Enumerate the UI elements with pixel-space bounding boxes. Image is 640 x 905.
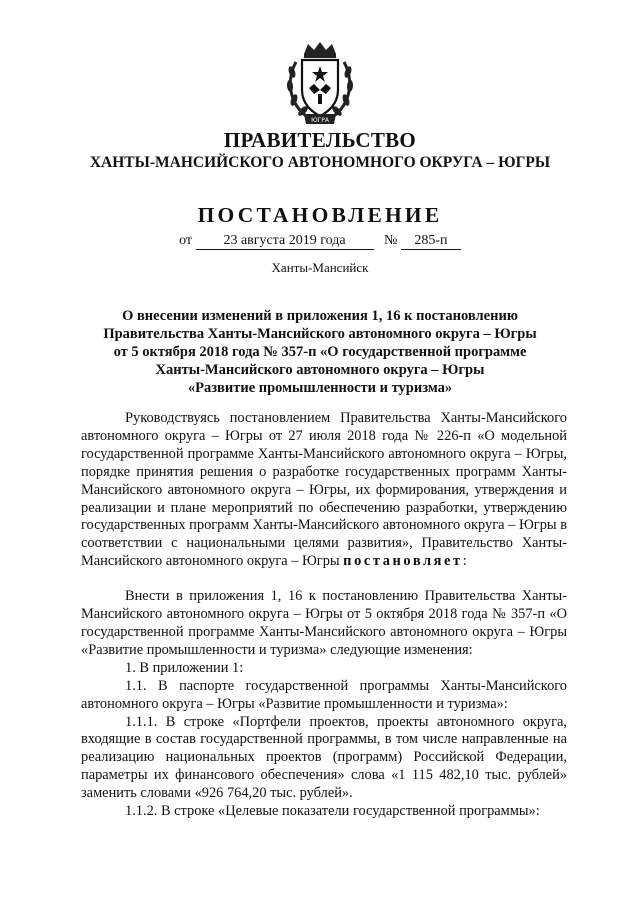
document-type: ПОСТАНОВЛЕНИЕ — [197, 203, 443, 227]
date-line — [0, 233, 640, 250]
date-prefix: от — [179, 233, 193, 248]
preamble-text: Руководствуясь постановлением Правительства Ханты-Мансийского автономного округа – Югры от 27 июля 2018 года № 226-п «О модельной государственной программе Ханты-Мансийского автономного округа – Югры, порядке принятия решения о разработке государственных программ Ханты-Мансийского автономного округа – Югры, их формирования, утверждения и реализации и плане мероприятий по обеспечению разработки, утверждению государственных программ Ханты-Мансийского автономного округа – Югры в соответствии с национальными целями развития», Правительство Ханты-Мансийского автономного округа – Югры — [81, 410, 567, 570]
document-heading — [80, 307, 560, 397]
heading-line: от 5 октября 2018 года № 357-п «О государственной программе — [113, 344, 527, 360]
region-title: ХАНТЫ-МАНСИЙСКОГО АВТОНОМНОГО ОКРУГА – ЮГРЫ — [89, 154, 551, 171]
paragraph: 1. В приложении 1: — [125, 659, 244, 676]
paragraph: 1.1.1. В строке «Портфели проектов, проекты автономного округа, входящие в состав государственной программы, в том числе направленные на реализацию национальных проектов (программ) Российской Федерации, параметры их финансового обеспечения» слова «1 115 482,10 тыс. рублей» заменить словами «926 764,20 тыс. рублей». — [81, 713, 567, 802]
coat-of-arms-icon — [282, 40, 358, 126]
heading-line: Правительства Ханты-Мансийского автономного округа – Югры — [103, 326, 537, 342]
document-number: 285-п — [401, 233, 461, 250]
svg-text:ЮГРА: ЮГРА — [311, 117, 329, 124]
heading-line: «Развитие промышленности и туризма» — [187, 380, 453, 396]
document-date: 23 августа 2019 года — [196, 233, 374, 250]
heading-line: О внесении изменений в приложения 1, 16 к постановлению — [122, 308, 518, 324]
paragraph: Внести в приложения 1, 16 к постановлению Правительства Ханты-Мансийского автономного округа – Югры от 5 октября 2018 года № 357-п «О государственной программе Ханты-Мансийского автономного округа – Югры «Развитие промышленности и туризма» следующие изменения: — [81, 588, 567, 658]
paragraph: 1.1. В паспорте государственной программы Ханты-Мансийского автономного округа – Югры «Развитие промышленности и туризма»: — [81, 677, 567, 712]
number-prefix: № — [384, 233, 398, 248]
preamble-paragraph — [81, 410, 567, 571]
resolves-word: постановляет — [343, 553, 463, 570]
paragraph: 1.1.2. В строке «Целевые показатели государственной программы»: — [125, 803, 540, 820]
document-city: Ханты-Мансийск — [271, 260, 369, 275]
heading-line: Ханты-Мансийского автономного округа – Югры — [155, 362, 485, 378]
government-title: ПРАВИТЕЛЬСТВО — [223, 128, 417, 152]
document-body — [81, 410, 567, 821]
resolves-colon: : — [462, 553, 467, 570]
